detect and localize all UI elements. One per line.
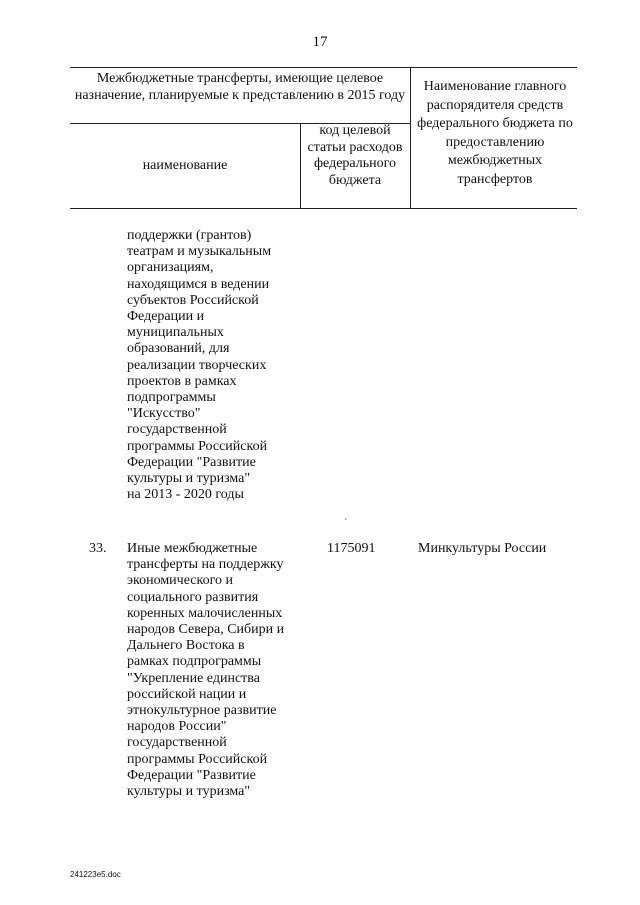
continuation-cell-text: поддержки (грантов) театрам и музыкальным организациям, находящимся в ведении субъектов Российской Федерации и муниципальных образований, для реализации творческих проектов в рамках подпрограммы "Искусство" государственной программы Российской Федерации "Развитие культуры и туризма" на 2013 - 2020 годы [127,228,272,503]
scan-speck: ` [344,518,348,529]
row-number: 33. [89,541,107,556]
table-header-divider-main [410,67,411,208]
table-header-divider-code [300,123,301,208]
page-number: 17 [312,34,328,50]
column-header-admin: Наименование главного распорядителя средств федерального бюджета по предоставлению межбюджетных трансфертов [417,79,573,187]
row-code: 1175091 [327,541,376,556]
column-header-code: код целевой статьи расходов федерального бюджета [307,123,403,188]
document-footer-filename: 241223e5.doc [70,870,121,879]
table-header-bottom-rule [70,208,577,209]
row-name: Иные межбюджетные трансферты на поддержку экономического и социального развития коренных малочисленных народов Севера, Сибири и Дальнего Востока в рамках подпрограммы "Укрепление единства российской нации и этнокультурное развитие народов России" государственной программы Российской Федерации "Развитие культуры и туризма" [127,541,285,800]
table-group-title: Межбюджетные трансферты, имеющие целевое назначение, планируемые к представлению в 2015 году [74,71,406,103]
table-header-top-rule [70,67,577,68]
column-header-name: наименование [142,158,228,173]
row-admin: Минкультуры России [418,541,547,556]
